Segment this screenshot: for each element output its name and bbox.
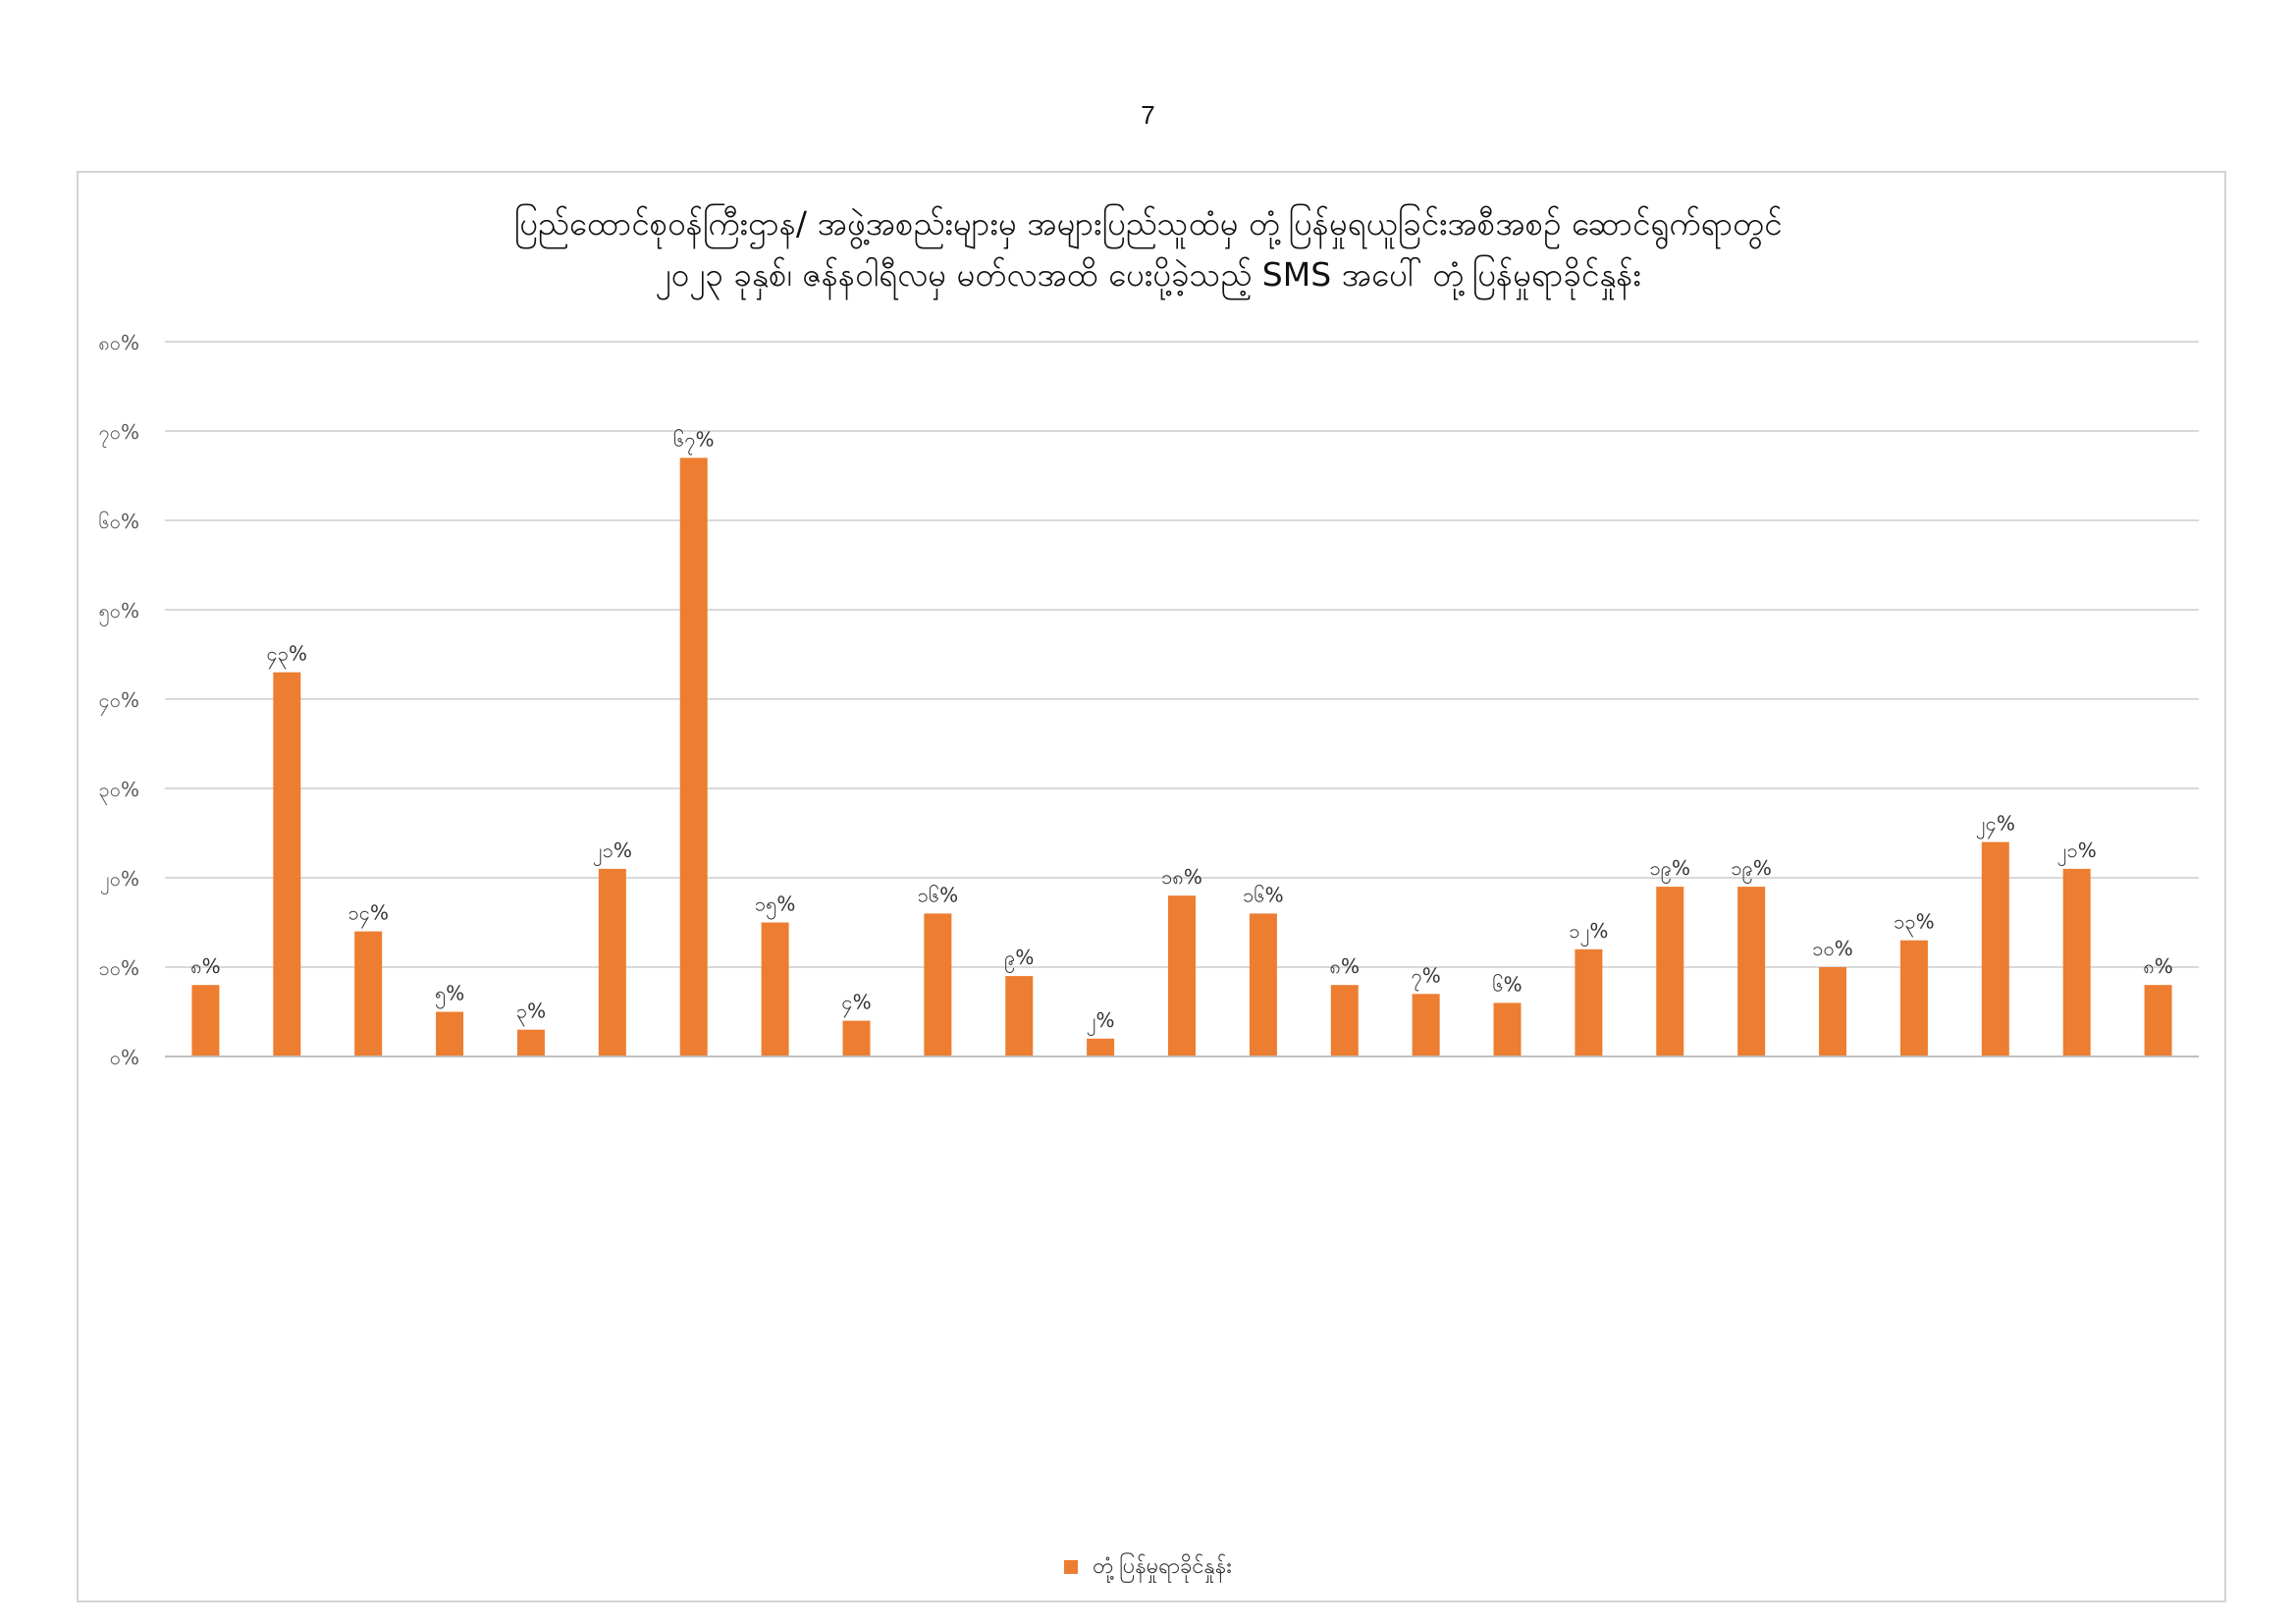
chart-title-line-1: ပြည်ထောင်စုဝန်ကြီးဌာန/ အဖွဲ့အစည်းများမှ အများပြည်သူထံမှ တုံ့ပြန်မှုရယူခြင်းအစီအစဉ် ဆောင်ရွက်ရာတွင် <box>513 204 1783 243</box>
bar-value-label: ၉% <box>1004 946 1035 970</box>
bar <box>1087 1039 1114 1056</box>
bar <box>1819 967 1846 1056</box>
bar-value-label: ၂% <box>1086 1007 1115 1032</box>
y-tick-label: ၃၀% <box>98 778 139 801</box>
bar-value-label: ၁၈% <box>1161 865 1202 890</box>
y-tick-label: ၂၀% <box>99 867 139 891</box>
bar <box>2063 869 2091 1056</box>
bar-value-label: ၁၆% <box>1243 883 1284 907</box>
bar-value-label: ၅% <box>434 981 465 1005</box>
bar-value-label: ၄% <box>841 990 872 1014</box>
bar <box>1250 913 1277 1056</box>
bar-value-label: ၈% <box>2143 954 2173 979</box>
bar-value-label: ၁၄% <box>347 900 389 925</box>
bar <box>273 673 300 1056</box>
bar <box>842 1021 870 1056</box>
bar <box>599 869 626 1056</box>
y-tick-label: ၇၀% <box>98 420 139 444</box>
y-tick-label: ၆၀% <box>98 510 139 533</box>
bar <box>1900 941 1928 1056</box>
bar <box>2145 985 2172 1056</box>
bar <box>191 985 219 1056</box>
bar <box>436 1012 463 1057</box>
bar <box>680 458 708 1056</box>
bar-value-label: ၂၁% <box>2056 838 2097 862</box>
bar-value-label: ၁၉% <box>1649 856 1691 881</box>
bar-value-label: ၁၂% <box>1569 918 1609 943</box>
bar-value-label: ၂၄% <box>1975 811 2015 836</box>
chart-legend <box>0 1551 2296 1584</box>
bar-value-label: ၁၅% <box>754 892 796 916</box>
bar-value-label: ၆၇% <box>672 427 715 452</box>
bar <box>1575 949 1602 1056</box>
bar-value-label: ၁၀% <box>1812 937 1853 960</box>
bar <box>1168 895 1196 1056</box>
bar <box>762 923 789 1057</box>
bar-value-label: ၈% <box>1329 954 1360 979</box>
bar <box>1737 887 1765 1056</box>
bar <box>1982 842 2009 1056</box>
bar <box>1005 976 1033 1056</box>
bar-value-label: ၂၁% <box>592 838 632 862</box>
bar-value-label: ၆% <box>1492 972 1522 997</box>
y-tick-label: ၁၀% <box>98 956 139 980</box>
bar <box>1413 994 1440 1056</box>
y-tick-label: ၀% <box>109 1046 139 1069</box>
bar-value-label: ၇% <box>1411 963 1441 988</box>
bar-value-label: ၄၃% <box>266 641 308 666</box>
bar-value-label: ၈% <box>190 954 221 979</box>
legend-label: တုံ့ပြန်မှုရာခိုင်နှုန်း <box>1093 1554 1232 1579</box>
bar <box>354 932 382 1056</box>
page-number: 7 <box>1141 100 1155 130</box>
bar-value-label: ၁၃% <box>1894 909 1935 934</box>
bar <box>924 913 951 1056</box>
bar-value-label: ၃% <box>515 999 547 1023</box>
bar <box>1656 887 1683 1056</box>
bar <box>1494 1002 1522 1056</box>
bar <box>1331 985 1359 1056</box>
y-tick-label: ၈၀% <box>98 331 139 354</box>
chart-title-line-2: ၂၀၂၃ ခုနှစ်၊ ဇန်နဝါရီလမှ မတ်လအထိ ပေးပို့ခဲ့သည့် SMS အပေါ် တုံ့ပြန်မှုရာခိုင်နှုန်း <box>655 255 1641 294</box>
bar <box>517 1030 545 1056</box>
y-tick-label: ၅၀% <box>98 599 139 623</box>
bar-value-label: ၁၆% <box>917 883 959 907</box>
y-tick-label: ၄၀% <box>98 688 139 712</box>
bar-value-label: ၁၉% <box>1731 856 1772 881</box>
legend-swatch-icon <box>1064 1560 1078 1574</box>
